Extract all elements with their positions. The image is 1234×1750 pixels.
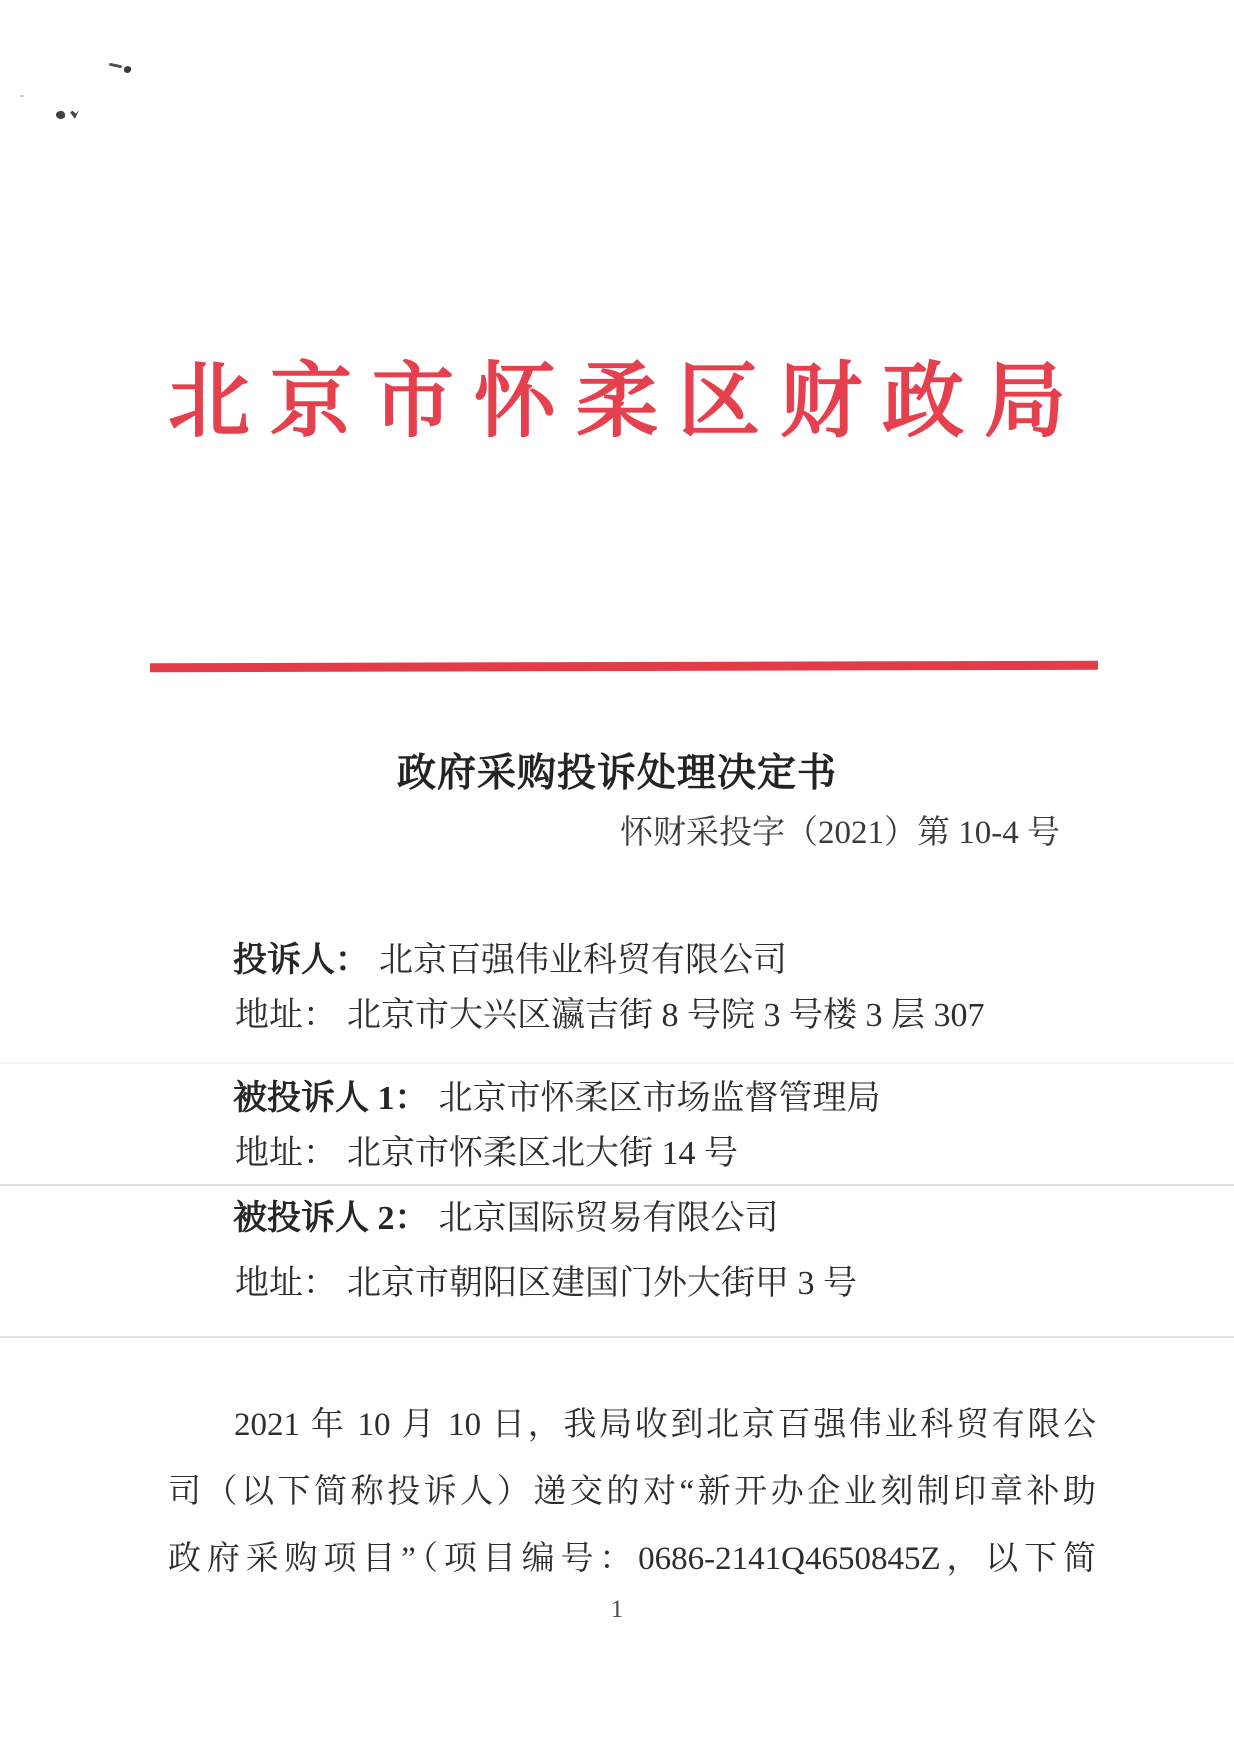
scan-artifact-line bbox=[0, 1184, 1234, 1186]
respondent2-address-line bbox=[235, 1264, 857, 1304]
ink-smudge-icon bbox=[55, 110, 65, 119]
respondent1-address-line bbox=[235, 1134, 738, 1174]
address-label: 地址： bbox=[235, 1265, 337, 1302]
respondent1-label: 被投诉人 1： bbox=[233, 1080, 429, 1117]
document-number: 怀财采投字（2021）第 10-4 号 bbox=[620, 815, 1060, 851]
address-label: 地址： bbox=[235, 1135, 337, 1172]
respondent1-address: 北京市怀柔区北大街 14 号 bbox=[347, 1135, 738, 1172]
respondent2-line bbox=[233, 1199, 779, 1239]
document-title: 政府采购投诉处理决定书 bbox=[396, 752, 837, 795]
respondent2-label: 被投诉人 2： bbox=[233, 1200, 429, 1237]
page-number: 1 bbox=[610, 1596, 624, 1623]
address-label: 地址： bbox=[235, 997, 337, 1034]
complainant-name: 北京百强伟业科贸有限公司 bbox=[379, 942, 787, 979]
respondent1-line bbox=[233, 1079, 881, 1119]
body-paragraph bbox=[168, 1392, 1096, 1593]
scan-artifact-line bbox=[0, 1062, 1234, 1064]
ink-smudge-icon bbox=[20, 95, 24, 97]
complainant-address: 北京市大兴区瀛吉街 8 号院 3 号楼 3 层 307 bbox=[347, 997, 985, 1034]
ink-smudge-icon bbox=[70, 110, 79, 119]
scan-artifact-line bbox=[0, 1336, 1234, 1338]
agency-letterhead: 北京市怀柔区财政局 bbox=[167, 356, 1086, 447]
ink-smudge-icon bbox=[123, 65, 132, 74]
body-line: 政府采购项目”（项目编号：0686-2141Q4650845Z，以下简 bbox=[168, 1541, 1096, 1577]
complainant-address-line bbox=[235, 996, 985, 1036]
body-line: 司（以下简称投诉人）递交的对“新开办企业刻制印章补助 bbox=[168, 1474, 1096, 1510]
respondent2-address: 北京市朝阳区建国门外大街甲 3 号 bbox=[347, 1265, 857, 1302]
complainant-label: 投诉人： bbox=[233, 942, 369, 979]
complainant-line bbox=[233, 941, 787, 981]
respondent1-name: 北京市怀柔区市场监督管理局 bbox=[438, 1080, 881, 1117]
letterhead-divider bbox=[150, 661, 1098, 672]
ink-smudge-icon bbox=[109, 63, 122, 69]
body-line: 2021 年 10 月 10 日，我局收到北京百强伟业科贸有限公 bbox=[234, 1407, 1096, 1443]
respondent2-name: 北京国际贸易有限公司 bbox=[438, 1200, 779, 1237]
